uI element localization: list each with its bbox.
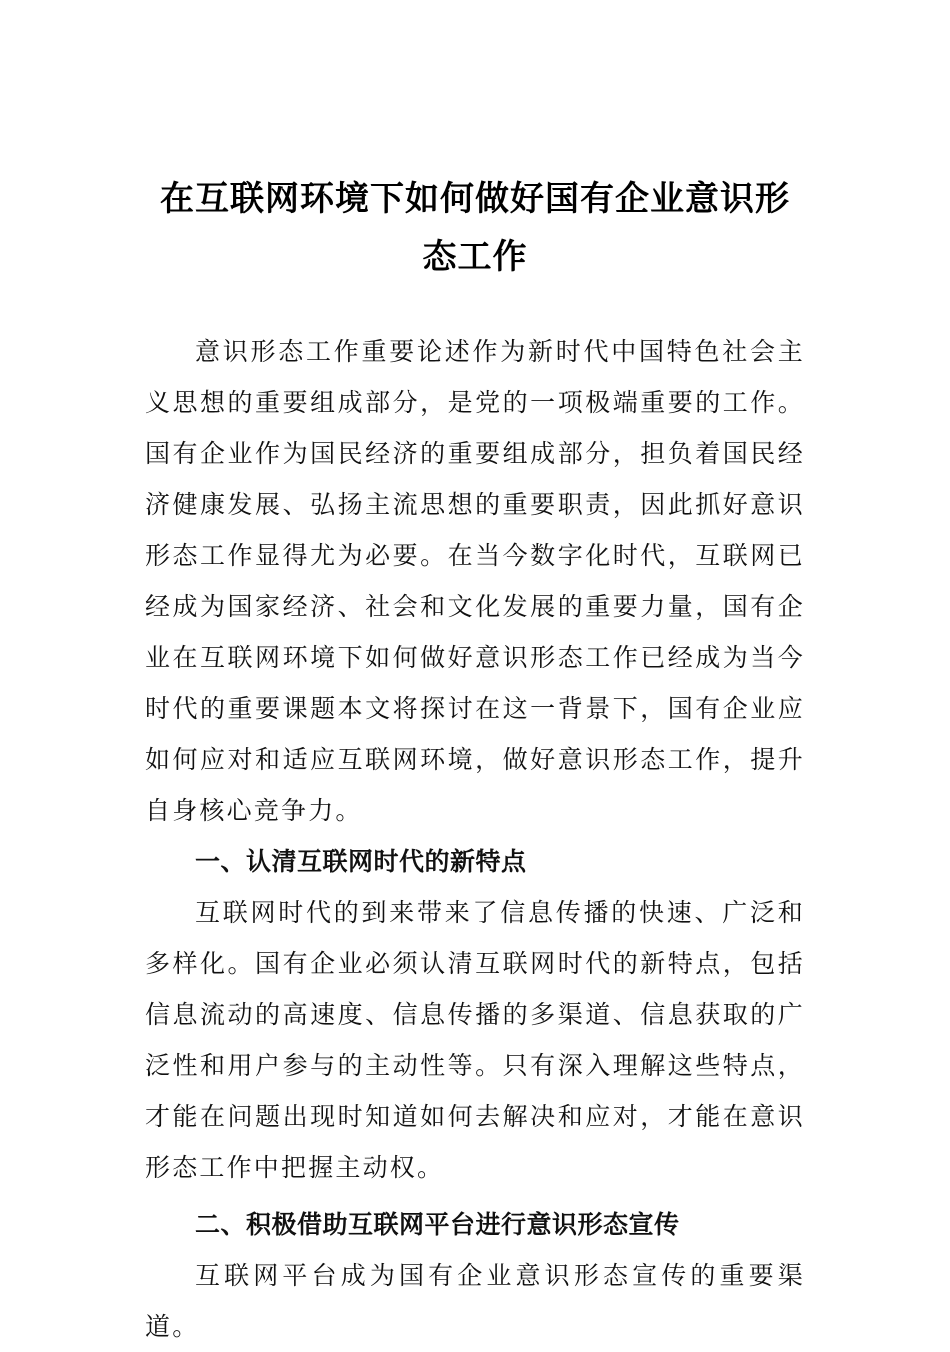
document-title [140,170,810,286]
title-line-1: 在互联网环境下如何做好国有企业意识形 [160,179,790,219]
intro-paragraph: 意识形态工作重要论述作为新时代中国特色社会主义思想的重要组成部分，是党的一项极端重要的工作。国有企业作为国民经济的重要组成部分，担负着国民经济健康发展、弘扬主流思想的重要职责，因此抓好意识形态工作显得尤为必要。在当今数字化时代，互联网已经成为国家经济、社会和文化发展的重要力量，国有企业在互联网环境下如何做好意识形态工作已经成为当今时代的重要课题本文将探讨在这一背景下，国有企业应如何应对和适应互联网环境，做好意识形态工作，提升自身核心竞争力。 [145,337,805,825]
section-heading-2: 二、积极借助互联网平台进行意识形态宣传 [195,1210,680,1239]
title-line-2: 态工作 [422,237,528,277]
section-heading-1: 一、认清互联网时代的新特点 [195,847,527,876]
section-1-paragraph: 互联网时代的到来带来了信息传播的快速、广泛和多样化。国有企业必须认清互联网时代的新特点，包括信息流动的高速度、信息传播的多渠道、信息获取的广泛性和用户参与的主动性等。只有深入理解这些特点，才能在问题出现时知道如何去解决和应对，才能在意识形态工作中把握主动权。 [145,898,805,1182]
document-body [145,326,805,1352]
section-2-paragraph: 互联网平台成为国有企业意识形态宣传的重要渠道。 [145,1261,805,1341]
